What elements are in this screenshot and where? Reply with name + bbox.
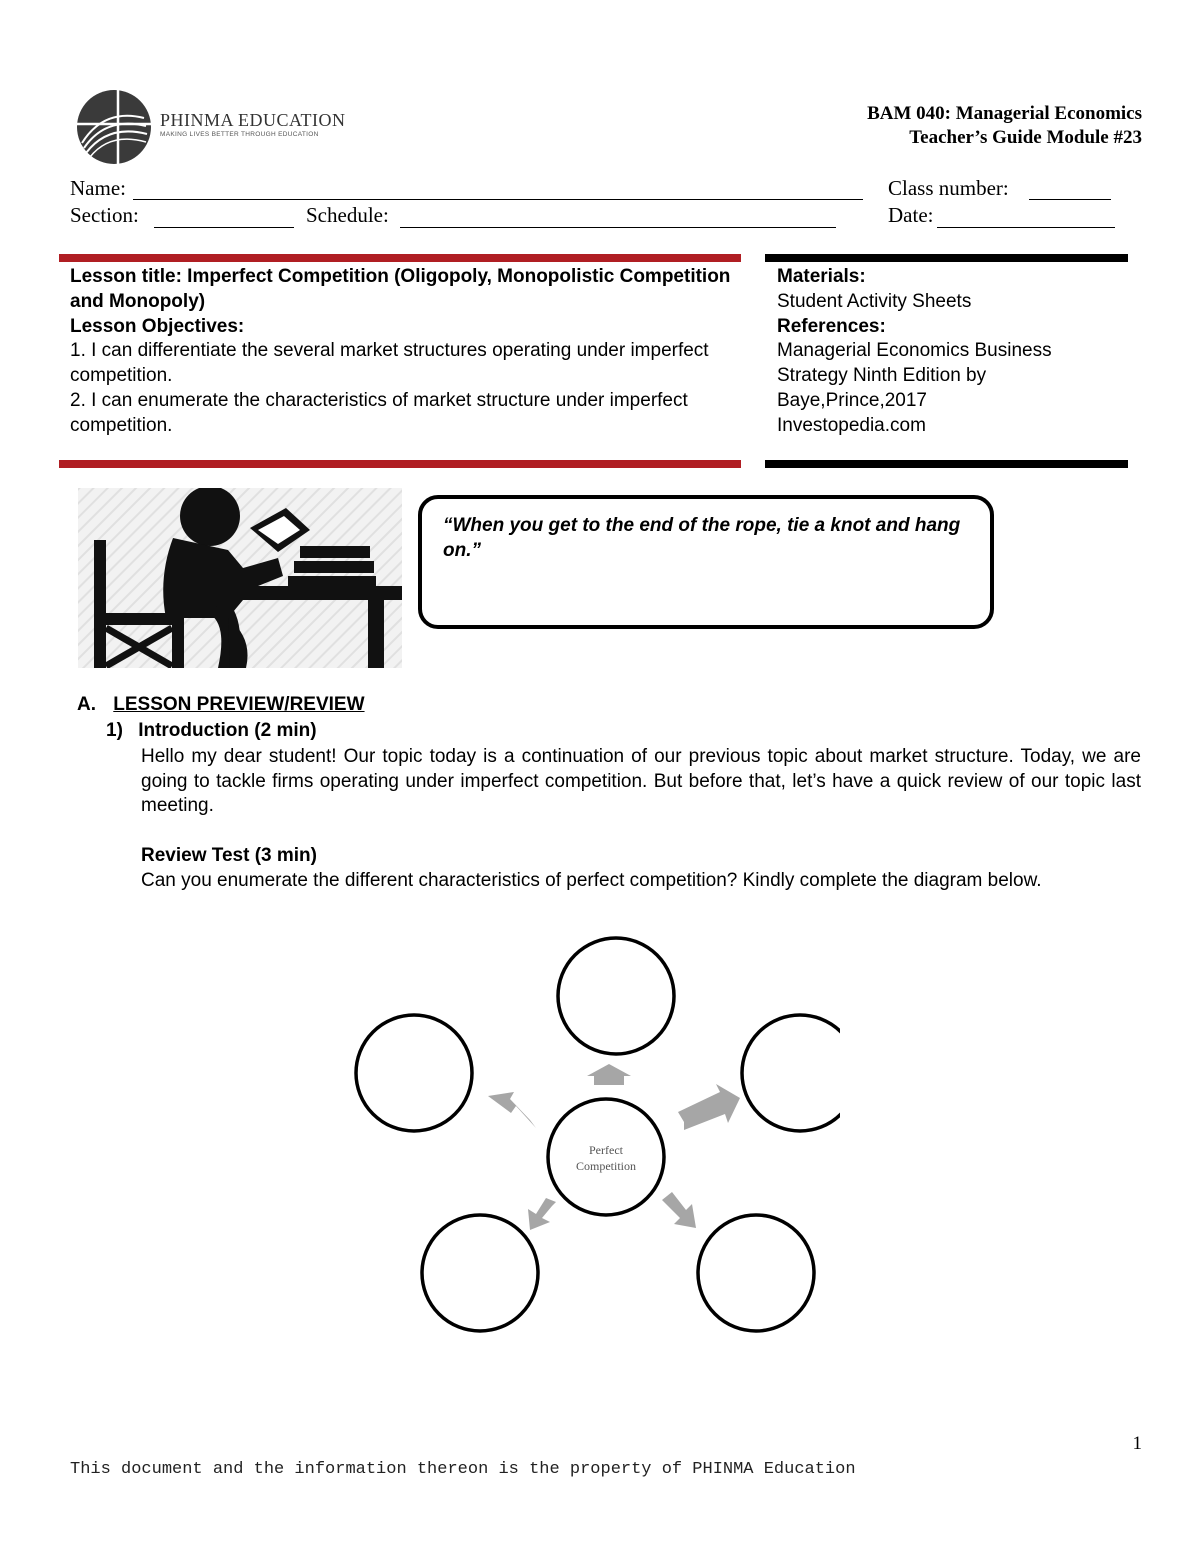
answer-circle-right[interactable]: [742, 1015, 840, 1131]
page-number: 1: [1132, 1433, 1142, 1454]
schedule-line[interactable]: [400, 227, 836, 228]
objectives-label: Lesson Objectives:: [70, 315, 245, 337]
section-line[interactable]: [154, 227, 294, 228]
center-circle: [548, 1099, 664, 1215]
materials-top-bar: [765, 254, 1128, 262]
student-reading-image: [78, 488, 402, 668]
arrow-left: [488, 1092, 536, 1128]
objective-2: 2. I can enumerate the characteristics of market structure under imperfect competition.: [70, 389, 688, 436]
references-label: References:: [777, 315, 886, 337]
intro-number: 1): [106, 720, 123, 741]
intro-paragraph: Hello my dear student! Our topic today is a continuation of our previous topic about market structure. Today, we are going to tackle firms operating under imperfect competition. But before that, let’s have a quick review of our topic last meeting.: [141, 746, 1141, 817]
answer-circle-left[interactable]: [356, 1015, 472, 1131]
characteristics-diagram: [340, 930, 840, 1340]
module-title: Teacher’s Guide Module #23: [909, 127, 1142, 148]
phinma-logo-icon: [74, 88, 156, 166]
answer-circle-bottom-left[interactable]: [422, 1215, 538, 1331]
name-line[interactable]: [133, 199, 863, 200]
center-label-line2: Competition: [576, 1159, 636, 1173]
class-number-line[interactable]: [1029, 199, 1111, 200]
class-number-label: Class number:: [888, 176, 1009, 200]
review-title: Review Test (3 min): [141, 845, 317, 866]
section-a-heading: [77, 694, 365, 716]
lesson-bottom-bar: [59, 460, 741, 468]
arrow-up: [587, 1064, 631, 1085]
date-label: Date:: [888, 203, 934, 227]
objective-1: 1. I can differentiate the several market structures operating under imperfect competition.: [70, 340, 709, 387]
header-block: [867, 102, 1142, 150]
arrow-bottom-left: [528, 1198, 556, 1230]
materials-info: [777, 265, 1137, 439]
name-label: Name:: [70, 176, 126, 200]
review-paragraph: Can you enumerate the different characteristics of perfect competition? Kindly complete the diagram below.: [141, 870, 1042, 891]
lesson-info: [70, 265, 740, 439]
reference-line: Managerial Economics Business: [777, 340, 1052, 362]
intro-heading: [106, 720, 317, 742]
answer-circle-top[interactable]: [558, 938, 674, 1054]
arrow-bottom-right: [662, 1192, 696, 1228]
student-reading-icon: [78, 488, 402, 668]
schedule-label: Schedule:: [306, 203, 389, 227]
date-line[interactable]: [937, 227, 1115, 228]
section-a-title: LESSON PREVIEW/REVIEW: [113, 694, 365, 715]
reference-line: Baye,Prince,2017: [777, 389, 927, 411]
answer-circle-bottom-right[interactable]: [698, 1215, 814, 1331]
quote-text: “When you get to the end of the rope, tie a knot and hang on.”: [443, 515, 961, 561]
reference-line: Strategy Ninth Edition by: [777, 365, 987, 387]
materials-bottom-bar: [765, 460, 1128, 468]
reference-line: Investopedia.com: [777, 414, 926, 436]
footer-notice: This document and the information thereon is the property of PHINMA Education: [70, 1460, 856, 1479]
course-title: BAM 040: Managerial Economics: [867, 103, 1142, 124]
lesson-title: Lesson title: Imperfect Competition (Oligopoly, Monopolistic Competition and Monopoly): [70, 266, 731, 312]
lesson-top-bar: [59, 254, 741, 262]
logo-tagline: MAKING LIVES BETTER THROUGH EDUCATION: [160, 131, 319, 138]
intro-title: Introduction (2 min): [138, 720, 317, 741]
arrow-right: [678, 1084, 740, 1130]
section-label: Section:: [70, 203, 139, 227]
materials-value: Student Activity Sheets: [777, 290, 972, 312]
logo-name: PHINMA EDUCATION: [160, 110, 346, 130]
center-label-line1: Perfect: [589, 1143, 623, 1157]
section-a-letter: A.: [77, 694, 96, 715]
materials-label: Materials:: [777, 266, 866, 287]
